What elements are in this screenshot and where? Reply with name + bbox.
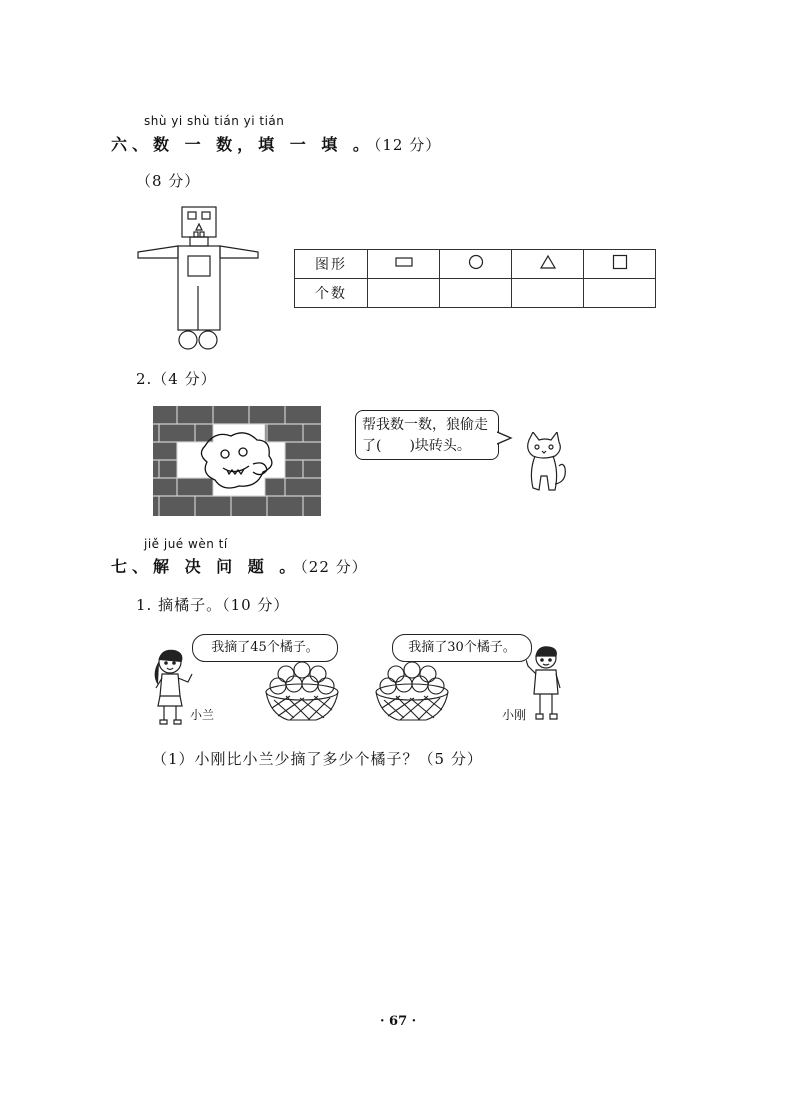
count-row <box>295 279 656 308</box>
circle-count-cell[interactable] <box>440 279 512 308</box>
girl-name-label: 小兰 <box>190 708 215 722</box>
section6-pinyin: shù yi shù tián yi tián <box>144 114 285 128</box>
section7-pinyin: jiě jué wèn tí <box>144 537 228 551</box>
cat-icon <box>523 432 569 496</box>
girl-figure <box>148 648 196 726</box>
boy-speech-bubble: 我摘了30个橘子。 <box>392 634 532 662</box>
section7-title: 七、解 决 问 题 。 <box>111 557 301 576</box>
shape-count-table <box>294 249 656 308</box>
basket-of-oranges-left <box>264 660 340 722</box>
brick-wall-wolf-illustration <box>153 406 321 516</box>
boy-figure <box>526 644 566 722</box>
count-row-label: 个数 <box>295 279 368 308</box>
rectangle-icon <box>368 250 440 279</box>
section7-score: （22 分） <box>300 558 368 576</box>
girl-speech-bubble: 我摘了45个橘子。 <box>192 634 338 662</box>
section6-heading <box>111 132 441 155</box>
triangle-count-cell[interactable] <box>512 279 584 308</box>
square-count-cell[interactable] <box>584 279 656 308</box>
triangle-icon <box>512 250 584 279</box>
q1-sub1: （1）小刚比小兰少摘了多少个橘子？（5 分） <box>152 750 483 768</box>
rectangle-count-cell[interactable] <box>368 279 440 308</box>
cat-speech-line2: 了( )块砖头。 <box>362 438 471 454</box>
speech-bubble-tail <box>497 430 513 446</box>
section7-heading <box>111 554 368 577</box>
section6-title: 六、数 一 数，填 一 填 。 <box>111 135 374 154</box>
section6-score: （12 分） <box>373 136 442 154</box>
q1-label: 1. 摘橘子。（10 分） <box>136 596 290 614</box>
robot-figure <box>136 204 261 352</box>
cat-speech-bubble <box>355 410 499 460</box>
square-icon <box>584 250 656 279</box>
page-number: · 67 · <box>380 1014 417 1029</box>
circle-icon <box>440 250 512 279</box>
shape-row <box>295 250 656 279</box>
part1-score: （8 分） <box>136 172 201 190</box>
part2-label: 2.（4 分） <box>136 370 217 388</box>
basket-of-oranges-right <box>374 660 450 722</box>
cat-speech-area <box>355 406 569 516</box>
cat-speech-line1: 帮我数一数，狼偷走 <box>362 417 488 433</box>
boy-name-label: 小刚 <box>502 708 527 722</box>
shape-row-label: 图形 <box>295 250 368 279</box>
